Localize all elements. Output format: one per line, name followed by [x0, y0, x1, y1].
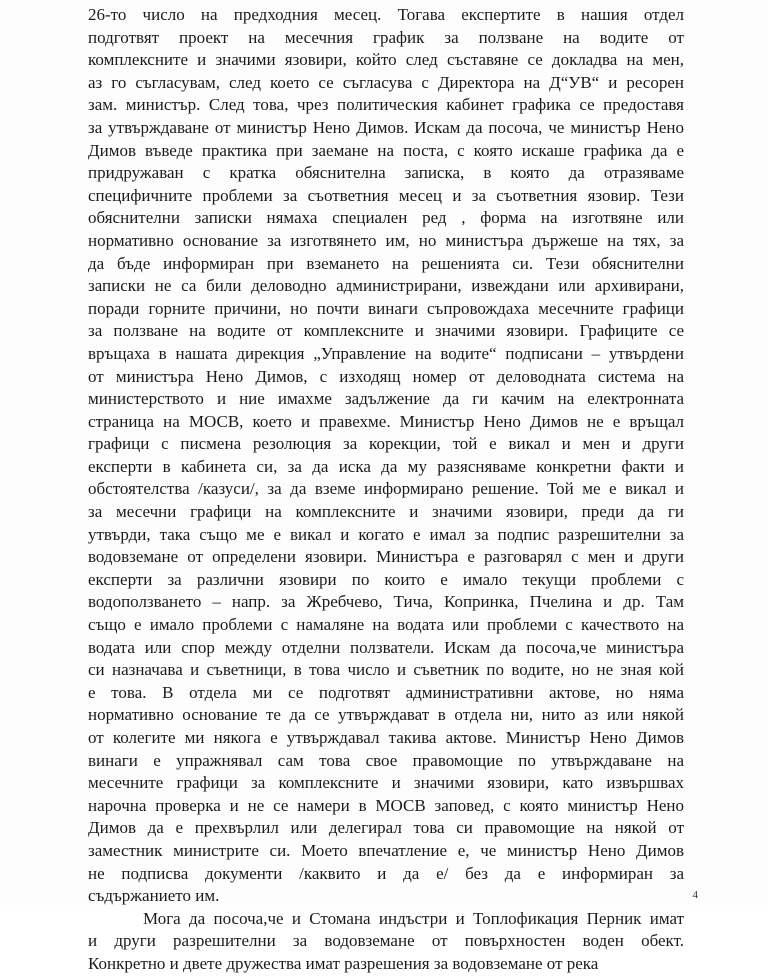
text-line: да бъде информиран при вземането на решенията си. Тези обяснителни: [88, 253, 684, 273]
text-line: страница на МОСВ, което и правехме. Министър Нено Димов не е връщал: [88, 411, 684, 431]
text-line: специфичните проблеми за съответния месец и за съответния язовир. Тези: [88, 185, 684, 205]
body-text: [88, 4, 684, 976]
text-line: нормативно основание те да се утвърждават в отдела ни, нито аз или някой: [88, 705, 684, 725]
text-line: си назначава и съветници, в това число и съветник по водите, но не зная кой: [88, 660, 684, 680]
text-line: зам. министър. След това, чрез политическия кабинет графика се предоставя: [88, 95, 684, 115]
text-line: от колегите ми някога е утвърждавал такива актове. Министър Нено Димов: [88, 728, 684, 747]
text-line: графици с писмена резолюция за корекции, той е викал и мен и други: [88, 434, 684, 454]
text-line: от министъра Нено Димов, с изходящ номер от деловодната система на: [88, 366, 684, 386]
text-line: министерството и ние имахме задължение да ги качим на електронната: [88, 389, 684, 409]
text-line: експерти в кабинета си, за да иска да му разясняваме конкретни факти и: [88, 456, 684, 476]
text-line: придружаван с кратка обяснителна записка, в която да отразяваме: [88, 163, 684, 183]
text-line: и други разрешителни за водовземане от повърхностен воден обект.: [88, 931, 684, 951]
page-number: 4: [692, 889, 698, 901]
text-line: записки не са били деловодно администрирани, извеждани или архивирани,: [88, 276, 684, 296]
text-line: Димов въведе практика при заемане на поста, с която искаше графика да е: [88, 140, 684, 160]
text-line: утвърди, така също ме е викал и когато е имал за подпис разрешителни за: [88, 524, 684, 544]
text-line: комплексните и значими язовири, който след съставяне се докладва на мен,: [88, 50, 684, 70]
text-line: за утвърждаване от министър Нено Димов. Искам да посоча, че министър Нено: [88, 117, 684, 137]
text-line: е това. В отдела ми се подготвят административни актове, но няма: [88, 682, 684, 702]
text-line: месечните графици за комплексните и значими язовири, като извършвах: [88, 773, 684, 793]
text-line: водоползването – напр. за Жребчево, Тича, Копринка, Пчелина и др. Там: [88, 592, 684, 612]
text-line: връщаха в нашата дирекция „Управление на водите“ подписани – утвърдени: [88, 343, 684, 363]
text-line: нормативно основание за изготвянето им, но министъра държеше на тях, за: [88, 230, 684, 250]
text-line: нарочна проверка и не се намери в МОСВ заповед, с която министър Нено: [88, 795, 684, 815]
text-line: Димов да е прехвърлил или делегирал това си правомощие на някой от: [88, 818, 684, 838]
text-line: 26-то число на предходния месец. Тогава експертите в нашия отдел: [88, 5, 684, 24]
text-line: за месечни графици на комплексните и значими язовири, преди да ги: [88, 502, 684, 522]
text-line: Мога да посоча,че и Стомана индъстри и Топлофикация Перник имат: [143, 908, 684, 928]
text-line: Конкретно и двете дружества имат разрешения за водовземане от река: [88, 953, 599, 973]
text-line: съдържанието им.: [88, 886, 220, 906]
text-line: експерти за различни язовири по които е имало текущи проблеми с: [88, 569, 684, 589]
text-line: водовземане от определени язовири. Министъра е разговарял с мен и други: [88, 547, 684, 567]
text-line: заместник министрите си. Моето впечатление е, че министър Нено Димов: [88, 840, 684, 860]
text-line: не подписва документи /каквито и да е/ без да е информиран за: [88, 863, 684, 883]
text-line: също е имало проблеми с намаляне на водата или проблеми с качеството на: [88, 615, 684, 635]
text-line: обяснителни записки нямаха специален ред , форма на изготвяне или: [88, 208, 684, 228]
text-line: обстоятелства /казуси/, за да вземе информирано решение. Той ме е викал и: [88, 479, 684, 499]
text-line: аз го съгласувам, след което се съгласува с Директора на Д“УВ“ и ресорен: [88, 72, 684, 92]
text-line: за ползване на водите от комплексните и значими язовири. Графиците се: [88, 321, 684, 341]
text-line: водата или спор между отделни ползватели. Искам да посоча,че министъра: [88, 637, 684, 657]
text-line: подготвят проект на месечния график за ползване на водите от: [88, 27, 684, 47]
text-line: винаги е упражнявал сам това свое правомощие по утвърждаване на: [88, 750, 684, 770]
text-line: поради горните причини, но почти винаги съпровождаха месечните графици: [88, 298, 684, 318]
